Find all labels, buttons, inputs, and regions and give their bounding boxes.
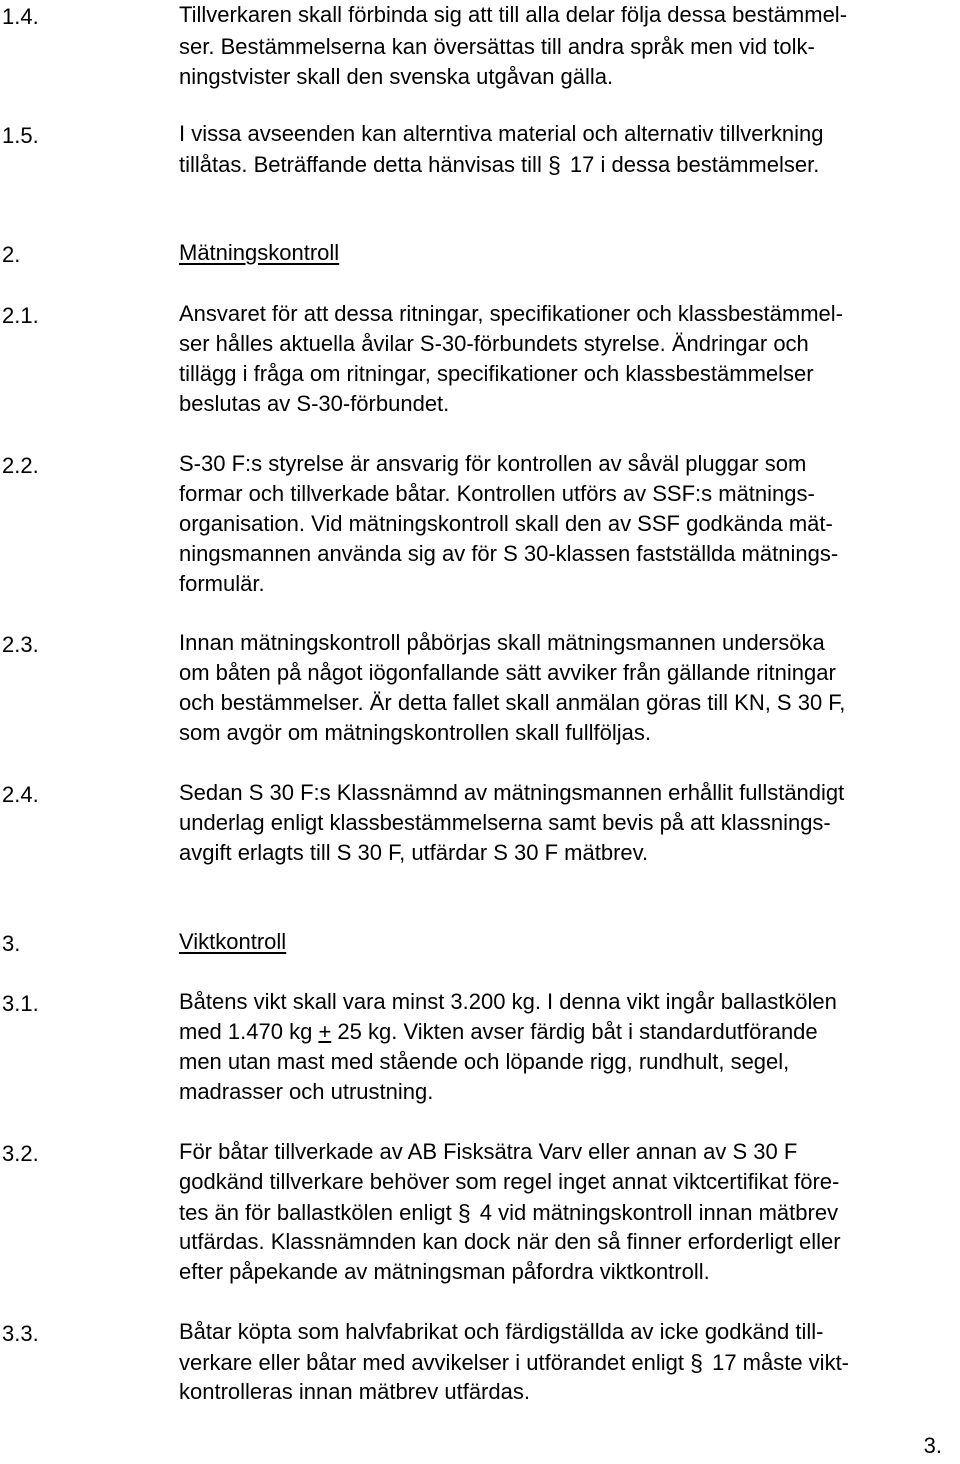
paragraph-line: och bestämmelser. Är detta fallet skall anmälan göras till KN, S 30 F, [179,690,846,715]
page-number: 3. [923,1433,942,1458]
line-text: Beträffande detta hänvisas till [253,152,542,177]
paragraph-line: madrasser och utrustning. [179,1079,434,1104]
line-text: verkare eller båtar med avvikelser i utförandet enligt [179,1350,685,1375]
line-text: tes än för ballastkölen enligt [179,1200,452,1225]
plus-minus-sign: + [318,1019,332,1044]
paragraph-line: Båtar köpta som halvfabrikat och färdigställda av icke godkänd till- [179,1319,824,1344]
paragraph-number: 3.1. [2,991,39,1016]
line-text: 4 vid mätningskontroll innan mätbrev [479,1200,839,1225]
paragraph-line: För båtar tillverkade av AB Fisksätra Varv eller annan av S 30 F [179,1139,798,1164]
paragraph-line [179,1021,818,1043]
paragraph-line: som avgör om mätningskontrollen skall fullföljas. [179,720,651,745]
section-number: 3. [2,931,21,956]
section-title: Viktkontroll [179,929,287,954]
line-text: Ändringar och [671,331,809,356]
paragraph-line: utfärdas. Klassnämnden kan dock när den så finner erforderligt eller [179,1229,841,1254]
line-text: 17 i dessa bestämmelser. [569,152,820,177]
line-prefix: tillåtas. [179,152,248,177]
paragraph-line: I vissa avseenden kan alterntiva material och alternativ tillverkning [179,121,824,146]
paragraph-number: 2.4. [2,782,39,807]
paragraph-line: om båten på något iögonfallande sätt avviker från gällande ritningar [179,660,836,685]
paragraph-line: tillägg i fråga om ritningar, specifikationer och klassbestämmelser [179,361,814,386]
paragraph-line [179,1351,849,1374]
paragraph-line: avgift erlagts till S 30 F, utfärdar S 30 F mätbrev. [179,840,649,865]
paragraph-line: kontrolleras innan mätbrev utfärdas. [179,1379,530,1404]
paragraph-line: ningsmannen använda sig av för S 30-klassen fastställda mätnings- [179,541,839,566]
paragraph-line [179,333,809,355]
paragraph-line: Innan mätningskontroll påbörjas skall mätningsmannen undersöka [179,630,825,655]
paragraph-number: 3.2. [2,1141,39,1166]
paragraph-line: godkänd tillverkare behöver som regel inget annat viktcertifikat före- [179,1169,840,1194]
paragraph-line [179,1201,838,1224]
paragraph-line: formulär. [179,571,265,596]
section-sign: § [690,1350,703,1376]
paragraph-line: ningstvister skall den svenska utgåvan gälla. [179,64,614,89]
paragraph-line: S-30 F:s styrelse är ansvarig för kontrollen av såväl pluggar som [179,451,807,476]
paragraph-line: efter påpekande av mätningsman påfordra viktkontroll. [179,1259,710,1284]
section-number: 2. [2,242,21,267]
section-title: Mätningskontroll [179,240,340,265]
paragraph-number: 3.3. [2,1321,39,1346]
paragraph-line: Ansvaret för att dessa ritningar, specifikationer och klassbestämmel- [179,301,843,326]
line-text: 17 måste vikt- [712,1350,850,1375]
paragraph-line: men utan mast med stående och löpande rigg, rundhult, segel, [179,1049,790,1074]
paragraph-line: ser. Bestämmelserna kan översättas till andra språk men vid tolk- [179,34,815,59]
paragraph-line: organisation. Vid mätningskontroll skall den av SSF godkända mät- [179,511,833,536]
paragraph-number: 1.4. [2,4,39,29]
paragraph-number: 1.5. [2,123,39,148]
paragraph-number: 2.2. [2,453,39,478]
line-text: ser hålles aktuella åvilar S-30-förbundets styrelse. [179,331,666,356]
line-text: med 1.470 kg [179,1019,313,1044]
paragraph-number: 2.1. [2,303,39,328]
section-sign: § [547,152,561,178]
paragraph-line: Tillverkaren skall förbinda sig att till alla delar följa dessa bestämmel- [179,2,848,27]
paragraph-line: Båtens vikt skall vara minst 3.200 kg. I denna vikt ingår ballastkölen [179,989,837,1014]
paragraph-line: formar och tillverkade båtar. Kontrollen utförs av SSF:s mätnings- [179,481,815,506]
paragraph-line: Sedan S 30 F:s Klassnämnd av mätningsmannen erhållit fullständigt [179,780,845,805]
paragraph-line: beslutas av S-30-förbundet. [179,391,450,416]
paragraph-number: 2.3. [2,632,39,657]
paragraph-line [179,153,819,176]
line-text: 25 kg. Vikten avser färdig båt i standardutförande [337,1019,818,1044]
section-sign: § [457,1200,471,1226]
paragraph-line: underlag enligt klassbestämmelserna samt bevis på att klassnings- [179,810,831,835]
